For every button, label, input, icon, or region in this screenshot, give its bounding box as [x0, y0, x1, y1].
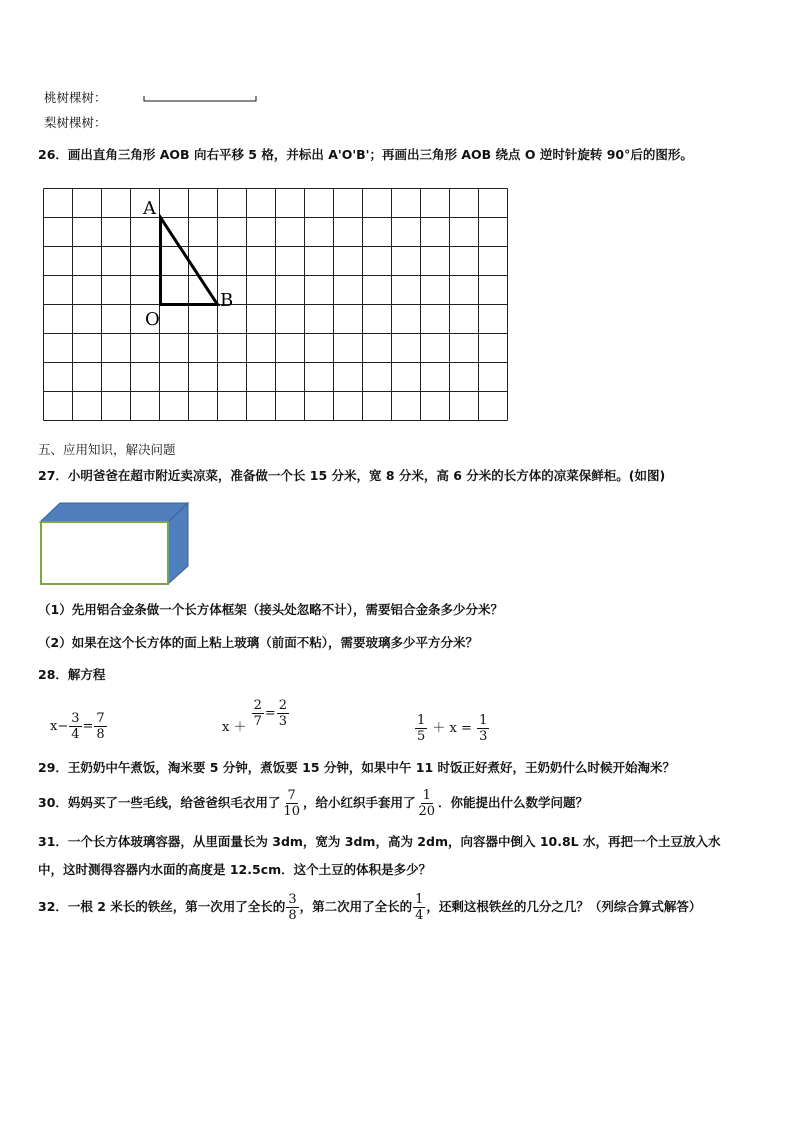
q32-fraction-first: $\frac{3}{8}$	[288, 892, 297, 923]
peach-tree-label: 桃树棵树：	[44, 90, 107, 105]
cuboid-front-face	[41, 522, 168, 584]
equation-3	[414, 712, 490, 746]
q27-subquestion-2: （2）如果在这个长方体的面上粘上玻璃（前面不粘），需要玻璃多少平方分米？	[38, 635, 478, 650]
q27-number: 27．	[38, 468, 68, 483]
vertex-label-A: A	[143, 198, 156, 219]
q30-fraction-sweater: $\frac{7}{10}$	[283, 788, 300, 819]
q31-text-line2: 中，这时测得容器内水面的高度是 12.5cm．这个土豆的体积是多少？	[38, 862, 432, 877]
q28-number: 28．	[38, 667, 68, 682]
eq2-fraction-left: $\frac{2}{7}$	[253, 698, 262, 729]
q32-fraction-second: $\frac{1}{4}$	[415, 892, 424, 923]
q30-question	[38, 786, 588, 820]
eq1-fraction-left: $\frac{3}{4}$	[71, 711, 80, 742]
q28-title: 解方程	[67, 667, 106, 682]
q26-question	[38, 147, 693, 163]
eq2-equals: =	[264, 706, 276, 721]
grid-lines	[44, 189, 508, 421]
q32-text-part2: ，第二次用了全长的	[299, 899, 413, 914]
cuboid-top-face	[40, 503, 188, 522]
peach-tree-answer-blank	[142, 95, 260, 103]
q30-text-part2: ，给小红织手套用了	[302, 795, 416, 810]
eq1-equals: =	[82, 719, 94, 734]
q32-text-part1: 一根 2 米长的铁丝，第一次用了全长的	[67, 899, 286, 914]
vertex-label-O: O	[145, 309, 160, 330]
q30-text-part3: ．你能提出什么数学问题？	[438, 795, 589, 810]
q32-text-part3: ，还剩这根铁丝的几分之几？（列综合算式解答）	[426, 899, 702, 914]
q31-question-line1	[38, 834, 720, 850]
equation-2	[222, 697, 290, 735]
eq2-fraction-right: $\frac{2}{3}$	[278, 698, 288, 729]
q29-text: 王奶奶中午煮饭，淘米要 5 分钟，煮饭要 15 分钟，如果中午 11 时饭正好煮好，王奶奶什么时候开始淘米？	[67, 760, 676, 775]
q29-question	[38, 760, 675, 776]
vertex-label-B: B	[220, 290, 234, 311]
q26-grid-figure	[42, 187, 512, 423]
q27-text: 小明爸爸在超市附近卖凉菜，准备做一个长 15 分米，宽 8 分米，高 6 分米的长方体的凉菜保鲜柜。(如图)	[67, 468, 666, 483]
q27-subquestion-1: （1）先用铝合金条做一个长方体框架（接头处忽略不计），需要铝合金条多少分米？	[38, 602, 503, 617]
eq2-lhs: x ＋	[222, 720, 247, 735]
q27-question	[38, 468, 665, 484]
q26-text: 画出直角三角形 AOB 向右平移 5 格，并标出 A'O'B'；再画出三角形 AOB 绕点 O 逆时针旋转 90°后的图形。	[67, 147, 693, 162]
q29-number: 29．	[38, 760, 68, 775]
eq3-middle: ＋ x =	[432, 721, 472, 736]
q30-text-part1: 妈妈买了一些毛线，给爸爸织毛衣用了	[67, 795, 281, 810]
q28-question	[38, 667, 105, 683]
q26-number: 26．	[38, 147, 68, 162]
q30-fraction-gloves: $\frac{1}{20}$	[418, 788, 436, 819]
equation-1	[50, 710, 108, 744]
eq1-fraction-right: $\frac{7}{8}$	[96, 711, 105, 742]
eq1-lhs: x−	[50, 719, 69, 734]
q31-number: 31．	[38, 834, 68, 849]
fridge-cuboid-figure	[38, 500, 193, 590]
eq3-fraction-right: $\frac{1}{3}$	[479, 713, 488, 744]
q32-number: 32．	[38, 899, 68, 914]
pear-tree-label: 梨树棵树：	[44, 115, 107, 130]
q31-text-line1: 一个长方体玻璃容器，从里面量长为 3dm，宽为 3dm，高为 2dm，向容器中倒入 10.8L 水，再把一个土豆放入水	[67, 834, 721, 849]
q32-question	[38, 890, 701, 924]
section-5-title: 五、应用知识，解决问题	[38, 442, 176, 457]
eq3-fraction-left: $\frac{1}{5}$	[417, 713, 426, 744]
q30-number: 30．	[38, 795, 68, 810]
